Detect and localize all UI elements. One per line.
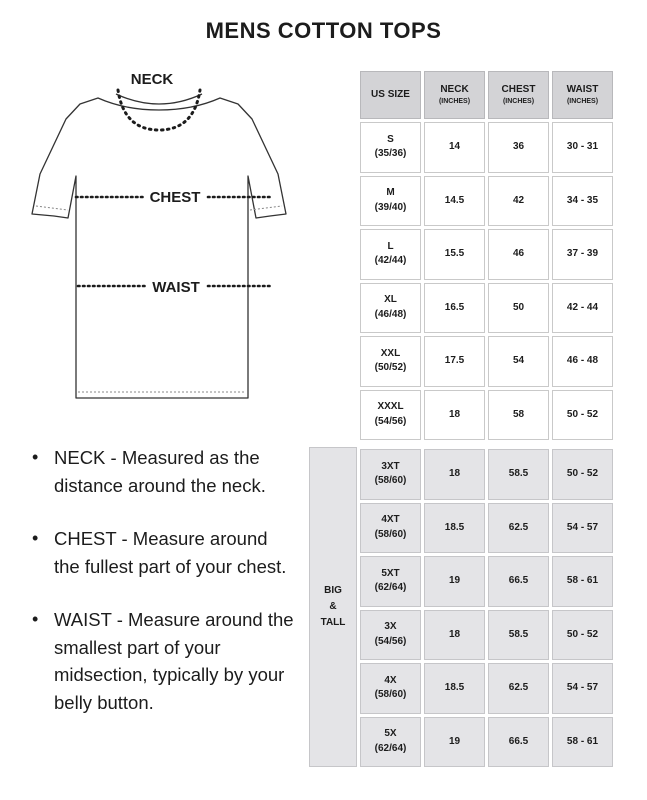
neck-cell: 18 bbox=[424, 610, 485, 661]
size-cell: 4XT (58/60) bbox=[360, 503, 421, 554]
table-row bbox=[360, 336, 613, 387]
header-chest: CHEST (INCHES) bbox=[488, 71, 549, 119]
table-row bbox=[360, 283, 613, 334]
chest-cell: 36 bbox=[488, 122, 549, 173]
waist-cell: 58 - 61 bbox=[552, 556, 613, 607]
chest-cell: 62.5 bbox=[488, 663, 549, 714]
neck-cell: 18 bbox=[424, 449, 485, 500]
big-tall-line-1: BIG bbox=[324, 585, 342, 596]
table-row bbox=[360, 556, 613, 607]
chest-cell: 42 bbox=[488, 176, 549, 227]
note-text: CHEST - Measure around the fullest part of your chest. bbox=[54, 528, 287, 577]
table-row bbox=[360, 717, 613, 768]
chest-cell: 46 bbox=[488, 229, 549, 280]
neck-cell: 16.5 bbox=[424, 283, 485, 334]
table-row bbox=[360, 610, 613, 661]
chest-cell: 66.5 bbox=[488, 556, 549, 607]
waist-cell: 50 - 52 bbox=[552, 610, 613, 661]
neck-cell: 18.5 bbox=[424, 663, 485, 714]
waist-cell: 50 - 52 bbox=[552, 449, 613, 500]
big-tall-line-2: & bbox=[329, 601, 337, 612]
waist-cell: 46 - 48 bbox=[552, 336, 613, 387]
big-tall-label bbox=[309, 447, 357, 767]
tshirt-outline bbox=[32, 98, 286, 398]
size-cell: 4X (58/60) bbox=[360, 663, 421, 714]
chest-cell: 58.5 bbox=[488, 449, 549, 500]
waist-label: WAIST bbox=[152, 279, 200, 296]
bullet-icon: • bbox=[32, 528, 39, 548]
measurement-notes bbox=[32, 444, 294, 742]
neck-cell: 19 bbox=[424, 556, 485, 607]
note-text: WAIST - Measure around the smallest part of your midsection, typically by your belly button. bbox=[54, 609, 294, 713]
tshirt-diagram bbox=[28, 64, 290, 410]
waist-cell: 30 - 31 bbox=[552, 122, 613, 173]
size-chart bbox=[357, 68, 616, 770]
size-cell: S (35/36) bbox=[360, 122, 421, 173]
note-neck bbox=[32, 444, 294, 499]
table-row bbox=[360, 503, 613, 554]
table-row bbox=[360, 390, 613, 441]
chest-cell: 58 bbox=[488, 390, 549, 441]
big-tall-line-3: TALL bbox=[320, 617, 346, 628]
header-us-size: US SIZE bbox=[360, 71, 421, 119]
size-cell: 5X (62/64) bbox=[360, 717, 421, 768]
size-cell: 3XT (58/60) bbox=[360, 449, 421, 500]
table-row bbox=[360, 229, 613, 280]
chest-cell: 66.5 bbox=[488, 717, 549, 768]
waist-cell: 54 - 57 bbox=[552, 503, 613, 554]
size-table bbox=[357, 68, 616, 770]
neck-cell: 18 bbox=[424, 390, 485, 441]
waist-cell: 37 - 39 bbox=[552, 229, 613, 280]
size-cell: L (42/44) bbox=[360, 229, 421, 280]
table-row bbox=[360, 176, 613, 227]
chest-cell: 54 bbox=[488, 336, 549, 387]
table-gap bbox=[360, 443, 613, 446]
size-cell: XXXL (54/56) bbox=[360, 390, 421, 441]
neck-cell: 18.5 bbox=[424, 503, 485, 554]
chest-cell: 50 bbox=[488, 283, 549, 334]
waist-cell: 54 - 57 bbox=[552, 663, 613, 714]
note-chest bbox=[32, 525, 294, 580]
chest-label: CHEST bbox=[149, 189, 201, 206]
table-header-row bbox=[360, 71, 613, 119]
neck-cell: 14.5 bbox=[424, 176, 485, 227]
table-row bbox=[360, 663, 613, 714]
waist-cell: 34 - 35 bbox=[552, 176, 613, 227]
neck-cell: 19 bbox=[424, 717, 485, 768]
size-cell: XXL (50/52) bbox=[360, 336, 421, 387]
collar-inner bbox=[116, 94, 202, 104]
chest-cell: 62.5 bbox=[488, 503, 549, 554]
table-row bbox=[360, 449, 613, 500]
neck-cell: 15.5 bbox=[424, 229, 485, 280]
waist-cell: 58 - 61 bbox=[552, 717, 613, 768]
waist-cell: 42 - 44 bbox=[552, 283, 613, 334]
size-cell: 5XT (62/64) bbox=[360, 556, 421, 607]
table-row bbox=[360, 122, 613, 173]
size-cell: 3X (54/56) bbox=[360, 610, 421, 661]
note-waist bbox=[32, 606, 294, 716]
header-waist: WAIST (INCHES) bbox=[552, 71, 613, 119]
chest-cell: 58.5 bbox=[488, 610, 549, 661]
note-text: NECK - Measured as the distance around the neck. bbox=[54, 447, 266, 496]
neck-cell: 17.5 bbox=[424, 336, 485, 387]
bullet-icon: • bbox=[32, 447, 39, 467]
header-neck: NECK (INCHES) bbox=[424, 71, 485, 119]
neck-cell: 14 bbox=[424, 122, 485, 173]
neck-label: NECK bbox=[130, 71, 174, 88]
bullet-icon: • bbox=[32, 609, 39, 629]
size-cell: XL (46/48) bbox=[360, 283, 421, 334]
page-title: MENS COTTON TOPS bbox=[205, 18, 442, 43]
size-cell: M (39/40) bbox=[360, 176, 421, 227]
waist-cell: 50 - 52 bbox=[552, 390, 613, 441]
